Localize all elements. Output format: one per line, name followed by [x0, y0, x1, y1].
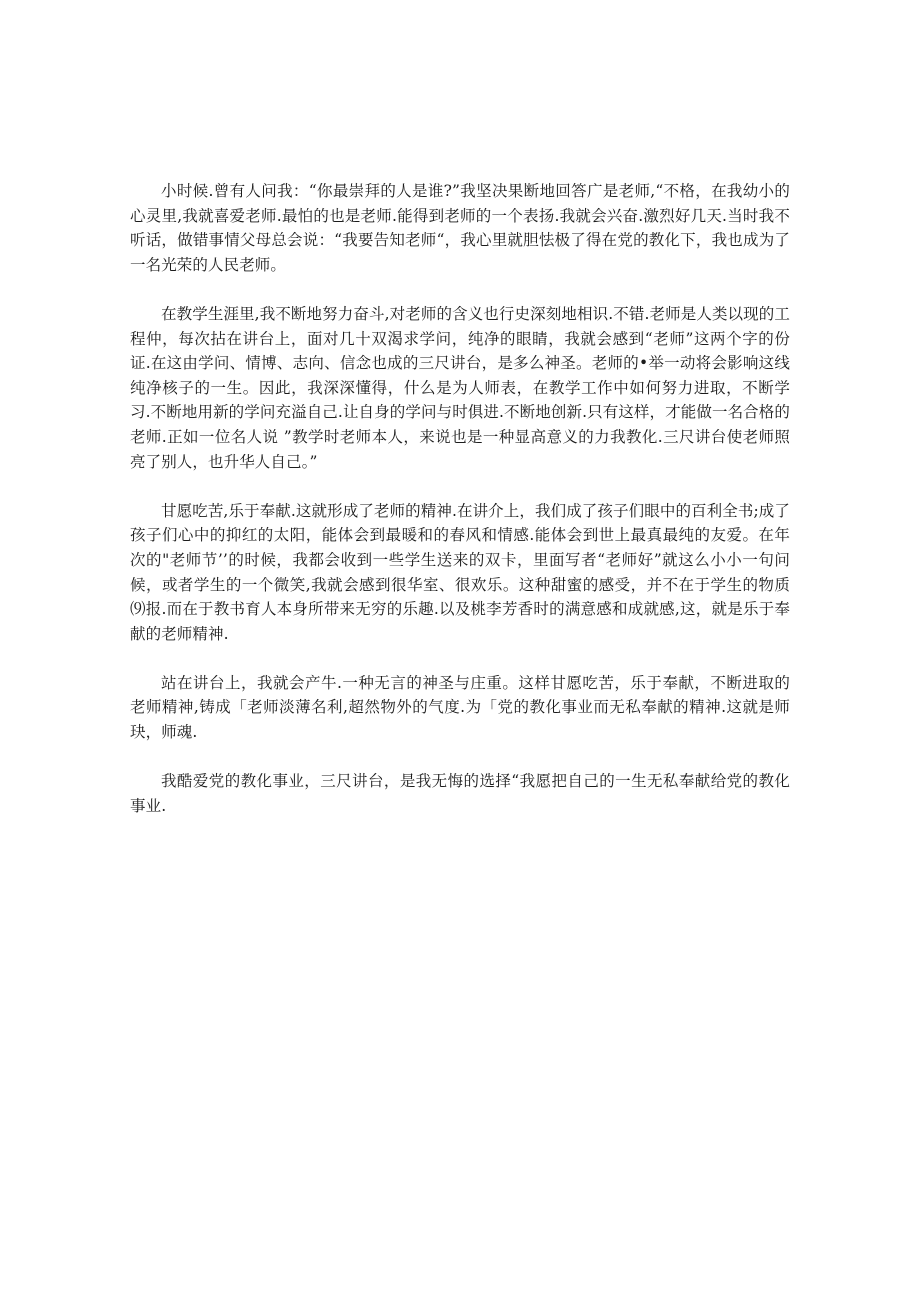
paragraph-teaching-career: 在教学生涯里,我不断地努力奋斗,对老师的含义也行史深刻地相识.不错.老师是人类以现的工程仲，每次拈在讲台上，面对几十双渴求学问，纯净的眼睛，我就会感到“老师”这两个字的份证.在这由学问、情博、志向、信念也成的三尺讲台，是多么神圣。老师的•举一动将会影响这线纯净核子的一生。因此，我深深懂得，什么是为人师表，在教学工作中如何努力进取，不断学习.不断地用新的学问充溢自己.让自身的学问与时俱进.不断地创新.只有这样，才能做一名合格的老师.正如一位名人说 ”教学时老师本人，来说也是一种显高意义的力我教化.三尺讲台使老师照亮了别人，也升华人自己。”	[130, 304, 790, 471]
paragraph-podium: 站在讲台上，我就会产牛.一种无言的神圣与庄重。这样甘愿吃苦，乐于奉献，不断进取的老师精神,铸成「老师淡薄名利,超然物外的气度.为「党的教化事业而无私奉献的精神.这就是师玦，师魂.	[130, 673, 790, 742]
paragraph-dedication: 甘愿吃苦,乐于奉献.这就形成了老师的精神.在讲介上，我们成了孩子们眼中的百利全书;成了孩子们心中的抑红的太阳，能体会到最暖和的春风和情感.能体会到世上最真最纯的友爱。在年次的"老师节’’的时候，我都会收到一些学生送来的双卡，里面写者“老师好”就这么小小一句问候，或者学生的一个微笑,我就会感到很华室、很欢乐。这种甜蜜的感受，并不在于学生的物质⑼报.而在于教书育人本身所带来无穷的乐趣.以及桃李芳香时的满意感和成就感,这，就是乐于奉献的老师精神.	[130, 501, 790, 643]
paragraph-childhood: 小时候.曾有人问我：“你最崇拜的人是谁?”我坚决果断地回答广是老师,“不格，在我幼小的心灵里,我就喜爱老师.最怕的也是老师.能得到老师的一个表扬.我就会兴奋.激烈好几天.当时我不听话，做错事情父母总会说：“我要告知老师“，我心里就胆怯极了得在党的教化下，我也成为了一名光荣的人民老师。	[130, 182, 790, 274]
document-body	[130, 179, 790, 843]
paragraph-conclusion: 我酷爱党的教化事业，三尺讲台，是我无悔的选择“我愿把自己的一生无私奉献给党的教化事业.	[130, 772, 790, 815]
